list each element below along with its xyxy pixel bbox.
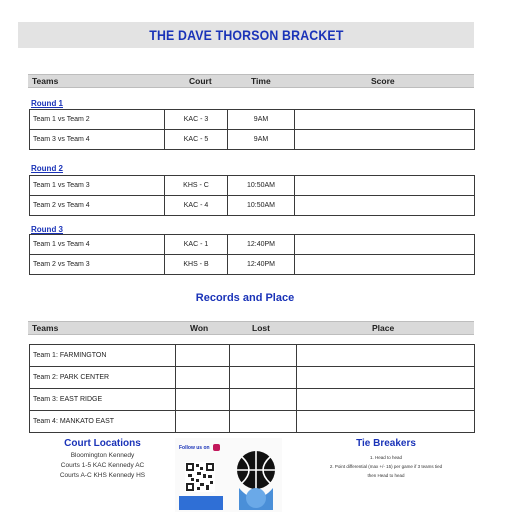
game-teams: Team 1 vs Team 2: [30, 110, 165, 130]
follow-panel: [175, 438, 282, 512]
title-banner: [18, 22, 474, 48]
game-score: [295, 110, 475, 130]
table-row: [30, 411, 475, 433]
game-time: 12:40PM: [228, 235, 295, 255]
record-team: Team 2: PARK CENTER: [30, 367, 176, 389]
round-3-table: [29, 234, 475, 275]
game-court: KHS - C: [165, 176, 228, 196]
table-row: [30, 176, 475, 196]
header-place: Place: [372, 323, 395, 333]
record-won: [176, 411, 230, 433]
qr-code-icon: [185, 462, 215, 492]
schedule-header: [28, 74, 474, 88]
record-place: [297, 411, 475, 433]
record-place: [297, 367, 475, 389]
game-time: 12:40PM: [228, 255, 295, 275]
table-row: [30, 196, 475, 216]
game-time: 9AM: [228, 130, 295, 150]
game-court: KHS - B: [165, 255, 228, 275]
table-row: [30, 367, 475, 389]
game-teams: Team 1 vs Team 3: [30, 176, 165, 196]
court-location-line: Bloomington Kennedy: [70, 452, 135, 459]
game-score: [295, 130, 475, 150]
record-team: Team 3: EAST RIDGE: [30, 389, 176, 411]
table-row: [30, 235, 475, 255]
court-locations-title: Court Locations: [64, 438, 141, 449]
round-1-table: [29, 109, 475, 150]
record-lost: [230, 367, 297, 389]
game-score: [295, 176, 475, 196]
page-title: THE DAVE THORSON BRACKET: [148, 27, 344, 43]
record-place: [297, 345, 475, 367]
game-court: KAC - 3: [165, 110, 228, 130]
game-score: [295, 196, 475, 216]
tie-breaker-line: then Head to head: [367, 473, 405, 478]
basketball-logo-icon: [233, 448, 279, 510]
record-place: [297, 389, 475, 411]
court-location-line: Courts 1-5 KAC Kennedy AC: [60, 462, 145, 469]
game-court: KAC - 5: [165, 130, 228, 150]
game-teams: Team 1 vs Team 4: [30, 235, 165, 255]
game-court: KAC - 4: [165, 196, 228, 216]
round-2-table: [29, 175, 475, 216]
record-lost: [230, 345, 297, 367]
round-3-label: Round 3: [31, 225, 63, 234]
header-time: Time: [251, 76, 271, 86]
game-score: [295, 255, 475, 275]
table-row: [30, 389, 475, 411]
game-teams: Team 2 vs Team 3: [30, 255, 165, 275]
tie-breakers: [298, 438, 474, 480]
records-table: [29, 344, 475, 433]
court-locations: [30, 438, 175, 481]
table-row: [30, 110, 475, 130]
game-time: 10:50AM: [228, 196, 295, 216]
header-court: Court: [189, 76, 212, 86]
record-team: Team 1: FARMINGTON: [30, 345, 176, 367]
header-score: Score: [371, 76, 395, 86]
game-time: 9AM: [228, 110, 295, 130]
tie-breaker-line: 2. Point differential (max +/- 15) per game if 3 teams tied: [329, 464, 443, 469]
record-team: Team 4: MANKATO EAST: [30, 411, 176, 433]
record-won: [176, 389, 230, 411]
instagram-icon[interactable]: [213, 444, 220, 451]
follow-label: Follow us on: [179, 445, 210, 451]
record-won: [176, 367, 230, 389]
table-row: [30, 255, 475, 275]
qr-banner: [179, 496, 223, 510]
header-teams: Teams: [32, 76, 59, 86]
table-row: [30, 130, 475, 150]
records-header: [28, 321, 474, 335]
header-won: Won: [190, 323, 209, 333]
record-lost: [230, 411, 297, 433]
game-court: KAC - 1: [165, 235, 228, 255]
round-1-label: Round 1: [31, 99, 63, 108]
game-score: [295, 235, 475, 255]
game-time: 10:50AM: [228, 176, 295, 196]
table-row: [30, 345, 475, 367]
tie-breakers-title: Tie Breakers: [356, 438, 416, 449]
court-location-line: Courts A-C KHS Kennedy HS: [59, 472, 146, 479]
header-teams: Teams: [32, 323, 59, 333]
record-won: [176, 345, 230, 367]
game-teams: Team 3 vs Team 4: [30, 130, 165, 150]
header-lost: Lost: [252, 323, 270, 333]
tie-breaker-line: 1. Head to head: [369, 455, 403, 460]
round-2-label: Round 2: [31, 164, 63, 173]
record-lost: [230, 389, 297, 411]
records-title: Records and Place: [195, 292, 295, 304]
game-teams: Team 2 vs Team 4: [30, 196, 165, 216]
